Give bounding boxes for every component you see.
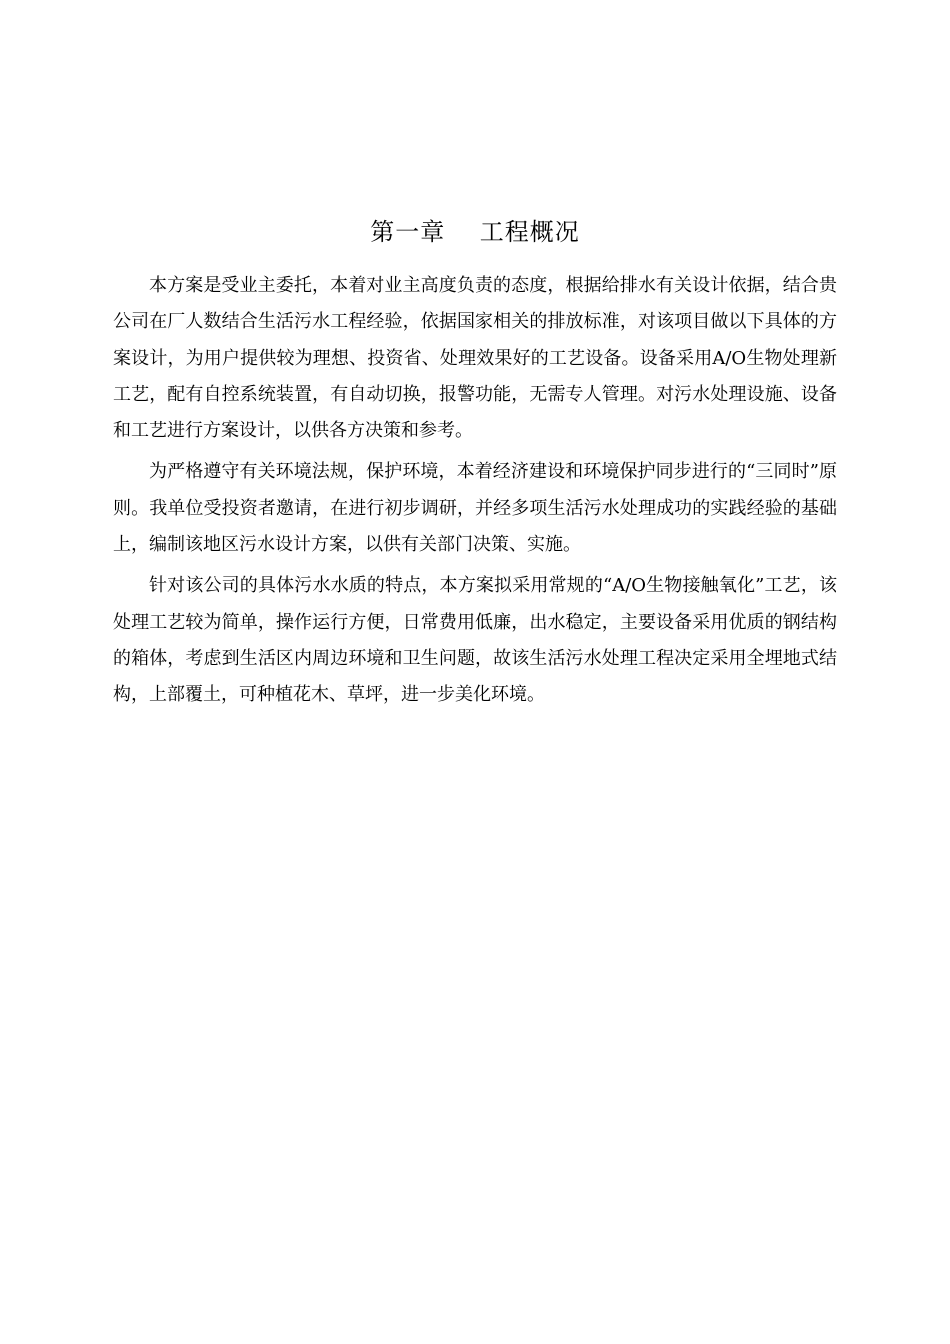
chapter-title: 第一章 工程概况 — [370, 218, 580, 246]
paragraph-2: 为严格遵守有关环境法规，保护环境，本着经济建设和环境保护同步进行的“三同时”原则。我单位受投资者邀请，在进行初步调研，并经多项生活污水处理成功的实践经验的基础上，编制该地区污水设计方案，以供有关部门决策、实施。 — [113, 461, 837, 556]
paragraph-1: 本方案是受业主委托，本着对业主高度负责的态度，根据给排水有关设计依据，结合贵公司在厂人数结合生活污水工程经验，依据国家相关的排放标准，对该项目做以下具体的方案设计，为用户提供较为理想、投资省、处理效果好的工艺设备。设备采用A/O生物处理新工艺，配有自控系统装置，有自动切换，报警功能，无需专人管理。对污水处理设施、设备和工艺进行方案设计，以供各方决策和参考。 — [113, 275, 837, 442]
paragraph-3: 针对该公司的具体污水水质的特点，本方案拟采用常规的“A/O生物接触氧化”工艺，该处理工艺较为简单，操作运行方便，日常费用低廉，出水稳定，主要设备采用优质的钢结构的箱体，考虑到生活区内周边环境和卫生问题，故该生活污水处理工程决定采用全埋地式结构，上部覆土，可种植花木、草坪，进一步美化环境。 — [113, 575, 837, 706]
document-body — [113, 268, 837, 714]
